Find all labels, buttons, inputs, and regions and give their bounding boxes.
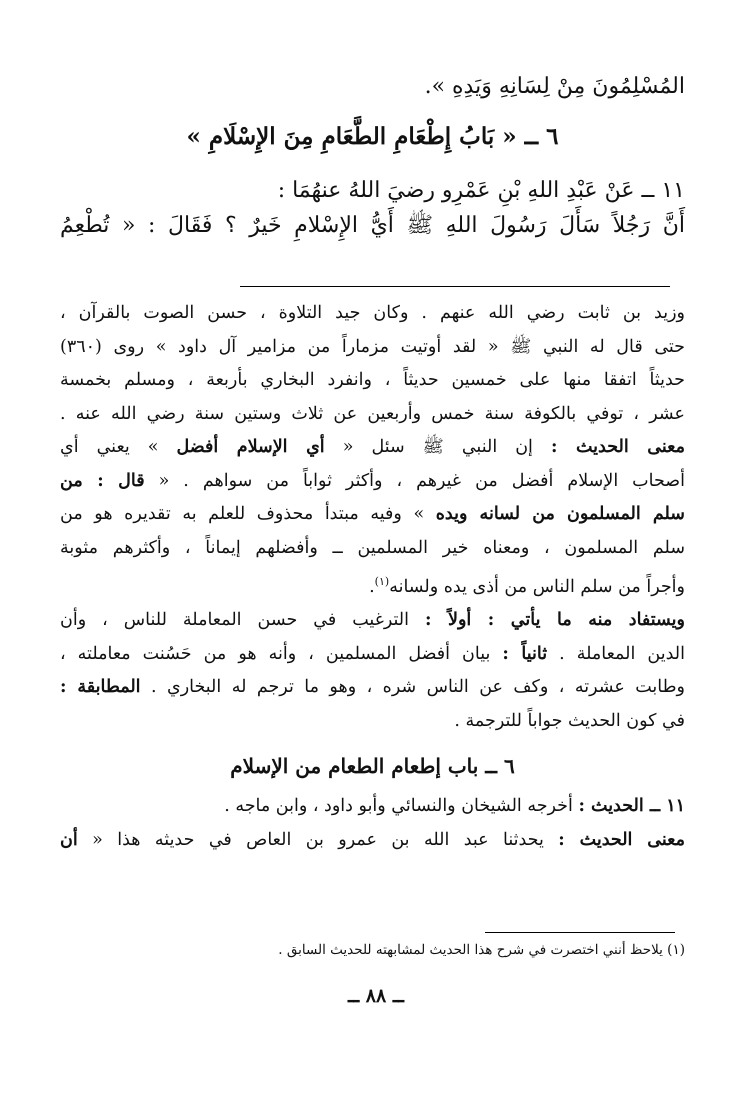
bold-quote: قال : من xyxy=(60,470,145,491)
commentary-line: سلم المسلمون ، ومعناه خير المسلمين ــ وأفضلهم إيماناً ، وأكثرهم مثوبة xyxy=(60,537,685,558)
commentary-line: في كون الحديث جواباً للترجمة . xyxy=(454,710,685,731)
hadith-isnad-line: ١١ ــ عَنْ عَبْدِ اللهِ بْنِ عَمْرِو رضيَ اللهُ عنهُمَا : xyxy=(277,178,685,203)
bold-quote: سلم المسلمون من لسانه ويده xyxy=(435,504,685,524)
footnote: (١) يلاحظ أنني اختصرت في شرح هذا الحديث لمشابهته للحديث السابق . xyxy=(278,942,685,958)
commentary-section xyxy=(60,297,685,857)
hadith-line: المُسْلِمُونَ مِنْ لِسَانِهِ وَيَدِهِ ». xyxy=(424,74,685,99)
commentary-line: حتى قال له النبي ﷺ « لقد أوتيت مزماراً من مزامير آل داود » روى (٣٦٠) xyxy=(60,336,685,357)
footnote-marker: (١) xyxy=(374,575,390,588)
commentary-line: حديثاً اتفقا منها على خمسين حديثاً ، وانفرد البخاري بأربعة ، ومسلم بخمسة xyxy=(60,370,685,390)
chapter-heading: ٦ ــ باب إطعام الطعام من الإسلام xyxy=(230,754,515,779)
section-divider xyxy=(240,286,670,287)
text-run: أخرجه الشيخان والنسائي وأبو داود ، وابن ماجه . xyxy=(224,796,573,817)
text-run: أصحاب الإسلام أفضل من غيرهم ، وأكثر ثواباً من سواهم . « xyxy=(158,470,685,491)
commentary-line xyxy=(60,671,685,705)
hadith-section xyxy=(60,70,685,243)
text-run: » يعني أي xyxy=(60,437,159,457)
bold-quote: أي الإسلام أفضل xyxy=(176,437,325,457)
commentary-line: عشر ، توفي بالكوفة سنة خمس وأربعين عن ثلاث وستين سنة رضي الله عنه . xyxy=(60,403,685,424)
text-run: بيان أفضل المسلمين ، وأنه هو من حَسُنت معاملته ، xyxy=(60,643,491,664)
section-label: ويستفاد منه ما يأتي : أولاً : xyxy=(425,610,685,631)
commentary-line xyxy=(60,638,685,672)
commentary-line xyxy=(60,824,685,858)
commentary-line xyxy=(60,498,685,532)
text-run: وأجراً من سلم الناس من أذى يده ولسانه xyxy=(389,576,685,597)
text-run: الترغيب في حسن المعاملة للناس ، وأن xyxy=(60,610,409,631)
text-run: يحدثنا عبد الله بن عمرو بن العاص في حديثه هذا « xyxy=(92,829,544,850)
section-label: ثانياً : xyxy=(502,643,548,664)
text-run: » وفيه مبتدأ محذوف للعلم به تقديره هو من xyxy=(60,504,425,524)
commentary-line xyxy=(60,431,685,465)
page-number: ــ ٨٨ ــ xyxy=(348,985,404,1007)
section-label: ١١ ــ الحديث : xyxy=(578,796,685,817)
commentary-line xyxy=(60,790,685,824)
footnote-divider xyxy=(485,932,675,933)
commentary-line xyxy=(60,465,685,499)
hadith-matn-line: أَنَّ رَجُلاً سَأَلَ رَسُولَ اللهِ ﷺ أَيُّ الإِسْلامِ خَيرٌ ؟ فَقَالَ : « تُطْعِمُ xyxy=(60,213,685,238)
chapter-heading: ٦ ــ « بَابُ إِطْعَامِ الطَّعَامِ مِنَ الإِسْلَامِ » xyxy=(186,123,559,150)
text-run: الدين المعاملة . xyxy=(559,643,685,664)
page-body xyxy=(60,70,685,243)
commentary-line: وأجراً من سلم الناس من أذى يده ولسانه$^{(١)}$. xyxy=(369,575,685,597)
commentary-line: وزيد بن ثابت رضي الله عنهم . وكان جيد التلاوة ، حسن الصوت بالقرآن ، xyxy=(60,303,685,323)
commentary-line xyxy=(60,604,685,638)
text-run: إن النبي ﷺ سئل « xyxy=(342,437,533,457)
text-run: وطابت عشرته ، وكف عن الناس شره ، وهو ما ترجم له البخاري . xyxy=(151,677,685,698)
section-label: معنى الحديث : xyxy=(558,829,685,850)
bold-quote: أن xyxy=(60,829,78,850)
section-label: المطابقة : xyxy=(60,677,141,698)
section-label: معنى الحديث : xyxy=(550,437,685,457)
